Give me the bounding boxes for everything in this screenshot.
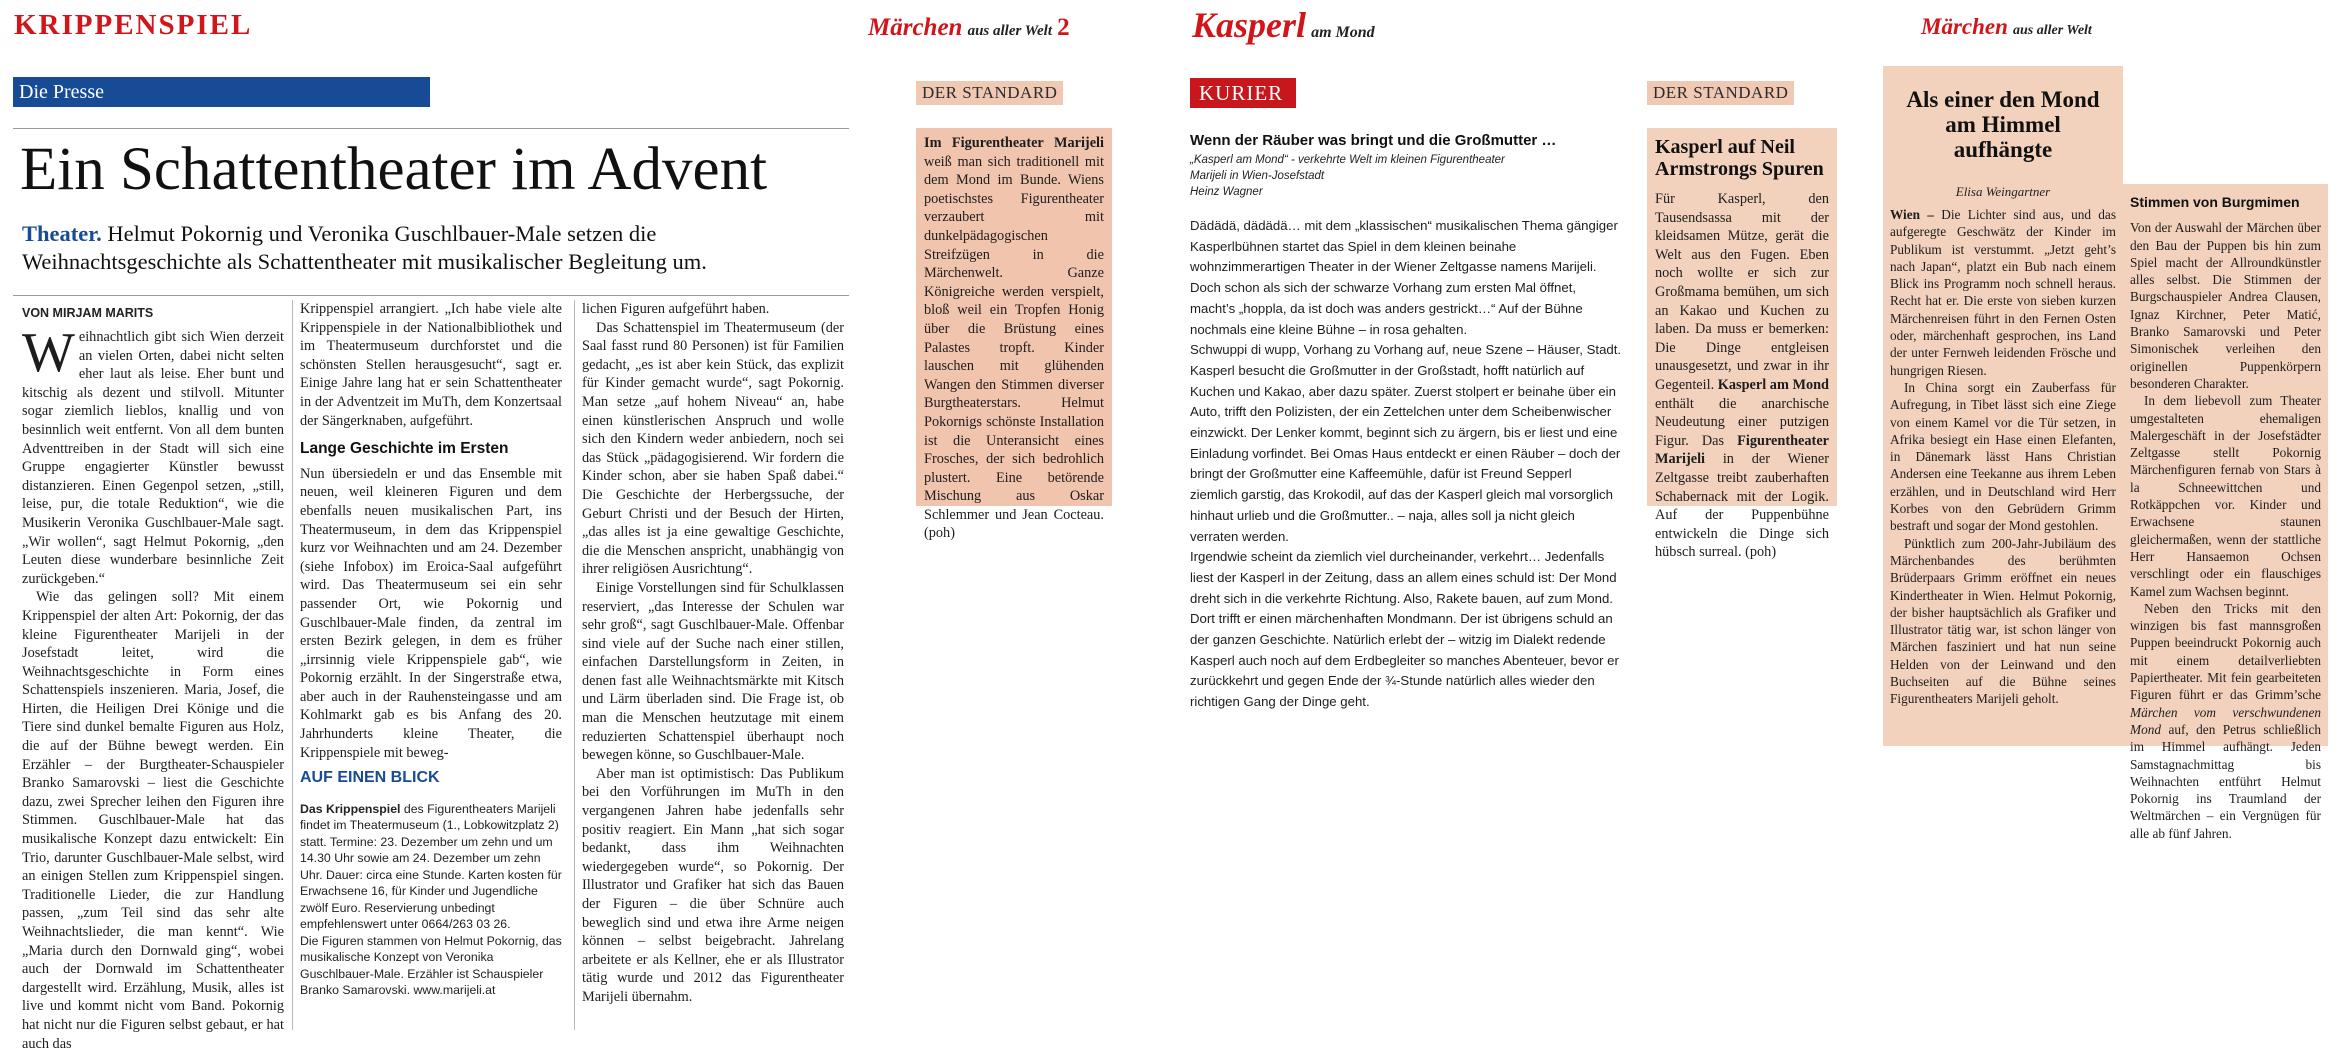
- standard-1-lead: Im Figurentheater Marijeli: [924, 135, 1104, 151]
- presse-infobox: [300, 770, 562, 1028]
- standard-clipping-2: [1647, 128, 1837, 561]
- kurier-subtitle-2: Marijeli in Wien-Josefstadt: [1190, 170, 1325, 182]
- maerchen-number: 2: [1057, 14, 1070, 41]
- kurier-masthead-text: KURIER: [1199, 81, 1284, 105]
- standard-2-text: [1655, 190, 1829, 562]
- presse-drop-cap: W: [22, 322, 75, 384]
- presse-lead-text: Helmut Pokornig und Veronika Guschlbauer-Male setzen die Weihnachtsgeschichte als Schattentheater mit musikalischer Begleitung um.: [22, 221, 707, 274]
- last-article-col1-p3: Pünktlich zum 200-Jahr-Jubiläum des Märchenbandes des berühmten Brüderpaars Grimm eröffnet ein neues Kindertheater in Wien. Helmut Pokornig, der bisher hauptsächlich als Grafiker und Illustrator tätig war, ist schon länger von Märchen fasziniert und hat nun seine Helden von der Leinwand und den Buchseiten auf die Bühne seines Figurentheaters Marijeli geholt.: [1890, 535, 2116, 707]
- standard-2-bold-2: Figurentheater Marijeli: [1655, 432, 1830, 468]
- standard-2-bold-1: Kasperl am Mond: [1717, 376, 1830, 393]
- presse-col1-p1: eihnachtlich gibt sich Wien derzeit an vielen Orten, dabei nicht selten eher laut als leise. Eher bunt und kitschig als dezent und stilvoll. Mitunter sogar ziemlich lieblos, knallig und von besinnlich weit entfernt. Von all dem bunten Adventtreiben in der Stadt will sich eine Gruppe engagierter Künstler bewusst distanzieren. Einen Gegenpol setzen, „still, leise, pur, die totale Reduktion“, wie die Musikerin Veronika Guschlbauer-Male sagt. „Wir wollen“, sagt Helmut Pokornig, „den Leuten diese wunderbare besinnliche Zeit zurückgeben.“: [22, 329, 284, 587]
- presse-masthead: [13, 77, 430, 107]
- presse-col3-p2: Das Schattenspiel im Theatermuseum (der Saal fasst rund 80 Personen) ist für Familien gedacht, „es ist aber kein Stück, das explizit für Kinder gemacht wurde“, sagt Pokornig. Man setze „auf hohem Niveau“ an, habe einen künstlerischen Anspruch und wolle sich den Kindern weder anbiedern, noch sei das Stück „pädagogisierend. Wir fordern die Kinder schon, aber sie haben Spaß dabei.“ Die Geschichte der Herbergssuche, der Geburt Christi und der Besuch der Hirten, „das alles ist ja eine gewaltige Geschichte, die die Menschen anspricht, unabhängig von ihrer religiösen Ausrichtung“.: [582, 319, 844, 578]
- last-article-col1-p2: In China sorgt ein Zauberfass für Aufregung, in Tibet lässt sich eine Ziege von einem Kamel vor die Tür setzen, in Afrika besiegt ein Hase einen Elefanten, in Dänemark lässt Hans Christian Andersen eine Teekanne aus ihrem Leben erzählen, und in Deutschland wird Herr Korbes von den Gebrüdern Grimm bestraft und sogar der Mond gestohlen.: [1890, 379, 2116, 534]
- maerchen-subword: aus aller Welt: [2013, 23, 2092, 38]
- presse-col3-p1: lichen Figuren aufgeführt haben.: [582, 301, 770, 317]
- kurier-body: [1190, 216, 1622, 713]
- last-article-headline-box: [1883, 66, 2123, 182]
- last-article-author: Elisa Weingartner: [1955, 184, 2051, 199]
- presse-col1-p2: Wie das gelingen soll? Mit einem Krippenspiel der alten Art: Pokornig, der das kleine Figurentheater Marijeli in der Josefstadt leitet, wird die Weihnachtsgeschichte in Form eines Schattenspiels inszenieren. Maria, Josef, die Hirten, die Heiligen Drei Könige und die Tiere sind dunkel bemalte Figuren aus Holz, die auf der Bühne bewegt werden. Ein Erzähler – der Burgtheater-Schauspieler Branko Samarovski – liest die Geschichte dazu, zwei Sprecher leihen den Figuren ihre Stimmen. Guschlbauer-Male hat das musikalische Konzept dazu entwickelt: Ein Trio, darunter Guschlbauer-Male selbst, wird an einigen Stellen zum Krippenspiel singen. Traditionelle Lieder, die zur Handlung passen, „zum Teil sind das sehr alte Weihnachtslieder, die man kennt“. Wie „Maria durch den Dornwald ging“, wobei auch der Dornwald im Schattentheater dargestellt wird. Erzählung, Musik, alles ist live und kommt nicht vom Band. Pokornig hat nicht nur die Figuren selbst gebaut, er hat auch das: [22, 589, 284, 1052]
- last-article-col1-p1: Die Lichter sind aus, und das aufgeregte Geschwätz der Kinder im Publikum ist verstummt. „Jetzt geht’s nach Japan“, platzt ein Bub nach einem Blick ins Programm noch schnell heraus. Recht hat er. Die erste von sieben kurzen Märchenreisen führt in den Fernen Osten oder, märchenhaft gesprochen, ins Land der unter Fernweh leidenden Frösche und hungrigen Riesen.: [1890, 207, 2116, 378]
- kurier-meta: [1190, 152, 1505, 200]
- last-article-col2-p3a: Neben den Tricks mit den winzigen bis fast mannsgroßen Puppen beeindruckt Pokornig auch mit einem detailverliebten Papiertheater. Mit fein gearbeiteten Figuren führt er das Grimm’sche: [2130, 600, 2321, 703]
- infobox-p2: Die Figuren stammen von Helmut Pokornig, das musikalische Konzept von Veronika Guschlbauer-Male. Erzähler ist Schauspieler Branko Samarovski. www.marijeli.at: [300, 933, 562, 997]
- last-article-subheading: Stimmen von Burgmimen: [2130, 194, 2300, 210]
- kurier-headline: Wenn der Räuber was bringt und die Großmutter …: [1190, 132, 1557, 149]
- kurier-masthead: [1190, 78, 1296, 108]
- presse-col2-subheading: Lange Geschichte im Ersten: [300, 440, 509, 458]
- infobox-title: AUF EINEN BLICK: [300, 769, 440, 786]
- kasperl-word: Kasperl: [1192, 5, 1307, 45]
- kurier-p1: Dädädä, dädädä… mit dem „klassischen“ musikalischen Thema gängiger Kasperlbühnen startet das Spiel in dem kleinen beinahe wohnzimmerartigen Theater in der Wiener Zeltgasse namens Marijeli. Doch schon als sich der schwarze Vorhang zum ersten Mal öffnet, macht’s „hoppla, da ist doch was anders gestrickt…“ Auf der Bühne nochmals eine kleine Bühne – in rosa gehalten.: [1190, 218, 1618, 337]
- presse-lead: [22, 220, 842, 276]
- infobox-p1: des Figurentheaters Marijeli findet im Theatermuseum (1., Lobkowitzplatz 2) statt. Termine: 23. Dezember um zehn und um 14.30 Uhr sowie am 24. Dezember um zehn Uhr. Dauer: circa eine Stunde. Karten kosten für Erwachsene 16, für Kinder und Jugendliche zwölf Euro. Reservierung unbedingt empfehlenswert unter 0664/263 03 26.: [300, 801, 562, 931]
- last-article-column-1: [1883, 202, 2123, 746]
- standard-masthead-1: DER STANDARD: [916, 81, 1063, 105]
- presse-headline: Ein Schattentheater im Advent: [20, 136, 768, 203]
- last-article-dateline: Wien –: [1890, 207, 1934, 222]
- standard-2-text-1: Für Kasperl, den Tausendsassa mit der kleidsamen Mütze, gerät die Welt aus den Fugen. Eben noch wollte er sich zur Großmama bemühen, um sich an Kakao und Kuchen zu laben. Da muss er bemerken: Die Dinge entgleisen unausgesetzt, und zwar in ihr Gegenteil.: [1655, 191, 1829, 393]
- standard-clipping-1: [916, 128, 1112, 542]
- kurier-subtitle-1: „Kasperl am Mond“ - verkehrte Welt im kleinen Figurentheater: [1190, 154, 1505, 166]
- presse-column-2: [300, 300, 562, 770]
- standard-2-text-2: enthält die anarchische Neudeutung einer putzigen Figur. Das: [1655, 395, 1829, 449]
- presse-col2-p2: Nun übersiedeln er und das Ensemble mit neuen, weil kleineren Figuren und dem ebenfalls neuen musikalischen Part, ins Theatermuseum, in dem das Krippenspiel kurz vor Weihnachten und am 24. Dezember (siehe Infobox) im Eroica-Saal aufgeführt wird. Das Theatermuseum sei ein sehr passender Ort, wie Pokornig und Guschlbauer-Male finden, da zentral im ersten Bezirk gelegen, in dem es früher „irrsinnig viele Krippenspiele gab“, wie Pokornig erzählt. In der Singerstraße etwa, aber auch in der Rauhensteingasse und am Kohlmarkt gab es bis Anfang des 20. Jahrhunderts kleine Theater, die Krippenspiele mit beweg-: [300, 465, 562, 761]
- presse-col2-p1: Krippenspiel arrangiert. „Ich habe viele alte Krippenspiele in der Nationalbibliothek und im Theatermuseum durchforstet und die schönsten Stellen herausgesucht“, sagt er. Einige Jahre lang hat er sein Schattentheater in der Adventzeit im MuTh, dem Konzertsaal der Sängerknaben, aufgeführt.: [300, 301, 562, 429]
- kurier-p3: Irgendwie scheint da ziemlich viel durcheinander, verkehrt… Jedenfalls liest der Kasperl in der Zeitung, dass an allem eines schuld ist: Der Mond dreht sich in die verkehrte Richtung. Also, Rakete bauen, auf zum Mond. Dort trifft er einen märchenhaften Mondmann. Der ist übrigens schuld an der ganzen Geschichte. Natürlich erlebt der – witzig im Dialekt redende Kasperl auch noch auf dem Erdbegleiter so manches Abenteuer, bevor er zurückkehrt und gegen Ende der ¾-Stunde natürlich alles wieder den richtigen Gang der Dinge geht.: [1190, 549, 1619, 710]
- presse-col3-p4: Aber man ist optimistisch: Das Publikum bei den Vorführungen im MuTh in den vergangenen Jahren habe jedenfalls sehr positiv reagiert. Ein Mann „hat sich sogar bedankt, dass ihm Weihnachten wiedergegeben wurde“, so Pokornig. Der Illustrator und Grafiker hat sich das Bauen der Figuren – die über Schnüre auch beweglich sind und etwa ihre Arme neigen können – selbst beigebracht. Jahrelang arbeitete er als Kellner, ehe er als Illustrator tätig wurde und 2012 das Figurentheater Marijeli übernahm.: [582, 765, 844, 1005]
- presse-col3-p3: Einige Vorstellungen sind für Schulklassen reserviert, „das Interesse der Schulen war sehr groß“, sagt Guschlbauer-Male. Offenbar sind viele auf der Suche nach einer stillen, einfachen Darstellungsform in Zeiten, in denen fast alle Weihnachtsmärkte mit Kitsch und Lärm überladen sind. Die Frage ist, ob man die Menschen heutzutage mit einem reduzierten Schattenspiel überhaupt noch bewegen könne, so Guschlbauer-Male.: [582, 579, 844, 764]
- krippenspiel-label: KRIPPENSPIEL: [14, 9, 253, 41]
- last-article-col2-p3b: auf, den Petrus schließlich im Himmel aufhängt. Jeden Samstagnachmittag bis Weihnachten entführt Helmut Pokornig ins Traumland der Weltmärchen – ein Vergnügen für alle ab fünf Jahren.: [2130, 721, 2321, 841]
- presse-kicker: Theater.: [22, 221, 102, 246]
- standard-2-text-3: in der Wiener Zeltgasse treibt zauberhaften Schabernack mit der Logik. Auf der Puppenbühne entwickeln die Dinge sich hübsch surreal. (poh): [1655, 451, 1829, 561]
- standard-2-headline: Kasperl auf Neil Armstrongs Spuren: [1655, 136, 1824, 180]
- maerchen-label-2: [1921, 14, 2092, 40]
- kurier-author: Heinz Wagner: [1190, 186, 1263, 198]
- standard-masthead-2: DER STANDARD: [1647, 81, 1794, 105]
- last-article-col2-p2: In dem liebevoll zum Theater umgestalteten ehemaligen Malergeschäft in der Josefstädter Zeltgasse stellt Pokornig Märchenfiguren fernab von Stars à la Schneewittchen und Rotkäppchen vor. Kinder und Erwachsene staunen gleichermaßen, wenn der stattliche Herr Hansaemon Ochsen verschlingt oder ein flauschiges Kamel zum Wachsen beginnt.: [2130, 393, 2321, 599]
- standard-1-text: weiß man sich traditionell mit dem Mond im Bunde. Wiens poetischstes Figurentheater verzaubert mit dunkelpädagogischen Streifzügen in die Märchenwelt. Ganze Königreiche werden verspielt, bloß weil ein Tropfen Honig über die Brüstung eines Palastes tropft. Kinder lauschen mit glühenden Wangen den Stimmen diverser Burgtheaterstars. Helmut Pokornigs schönste Installation ist die Unteransicht eines Frosches, der sich bedrohlich plustert. Eine betörende Mischung aus Oskar Schlemmer und Jean Cocteau. (poh): [924, 153, 1104, 542]
- last-article-author-box: [1883, 182, 2123, 202]
- presse-column-1: [22, 322, 284, 1052]
- last-article-col2-p3-italic: Märchen vom verschwundenen Mond: [2130, 704, 2321, 737]
- infobox-lead: Das Krippenspiel: [300, 801, 401, 816]
- last-article-headline: Als einer den Mond am Himmel aufhängte: [1906, 86, 2100, 162]
- maerchen-word: Märchen: [1921, 14, 2008, 39]
- infobox-text: [300, 801, 562, 933]
- maerchen-word: Märchen: [868, 14, 963, 41]
- presse-masthead-text: Die Presse: [19, 81, 104, 103]
- maerchen-label-1: [868, 14, 1070, 42]
- kasperl-label: [1192, 4, 1375, 46]
- last-article-col2-p1: Von der Auswahl der Märchen über den Bau der Puppen bis hin zum Spiel macht der Allroundkünstler alles selbst. Die Stimmen der Burgschauspieler Andrea Clausen, Ignaz Kirchner, Peter Matić, Branko Samarovski und Peter Simonischek verleihen den originellen Puppenkörpern besonderen Charakter.: [2130, 220, 2321, 391]
- last-article-column-2: [2123, 184, 2328, 841]
- kasperl-subword: am Mond: [1311, 24, 1375, 41]
- presse-column-3: [582, 300, 844, 1030]
- kurier-p2: Schwuppi di wupp, Vorhang zu Vorhang auf, neue Szene – Häuser, Stadt. Kasperl besucht die Großmutter in der Großstadt, hofft natürlich auf Kuchen und Kakao, aber dazu später. Zuerst stolpert er beinahe über ein Auto, trifft den Polizisten, der ein Zettelchen unter dem Scheibenwischer einzwickt. Der Lenker kommt, beginnt sich zu ärgern, bis er liest und eine Einladung vorfindet. Bei Omas Haus entdeckt er einen Räuber – doch der bringt der Großmutter eine Kaffeemühle, dafür ist Freund Sepperl ziemlich garstig, das Krokodil, auf das der Kasperl gleich mal vorsorglich hinhaut urlieb und die Großmutter.. – naja, alles soll ja nicht gleich verraten werden.: [1190, 342, 1622, 544]
- maerchen-subword: aus aller Welt: [967, 23, 1053, 39]
- presse-byline: VON MIRJAM MARITS: [22, 306, 154, 320]
